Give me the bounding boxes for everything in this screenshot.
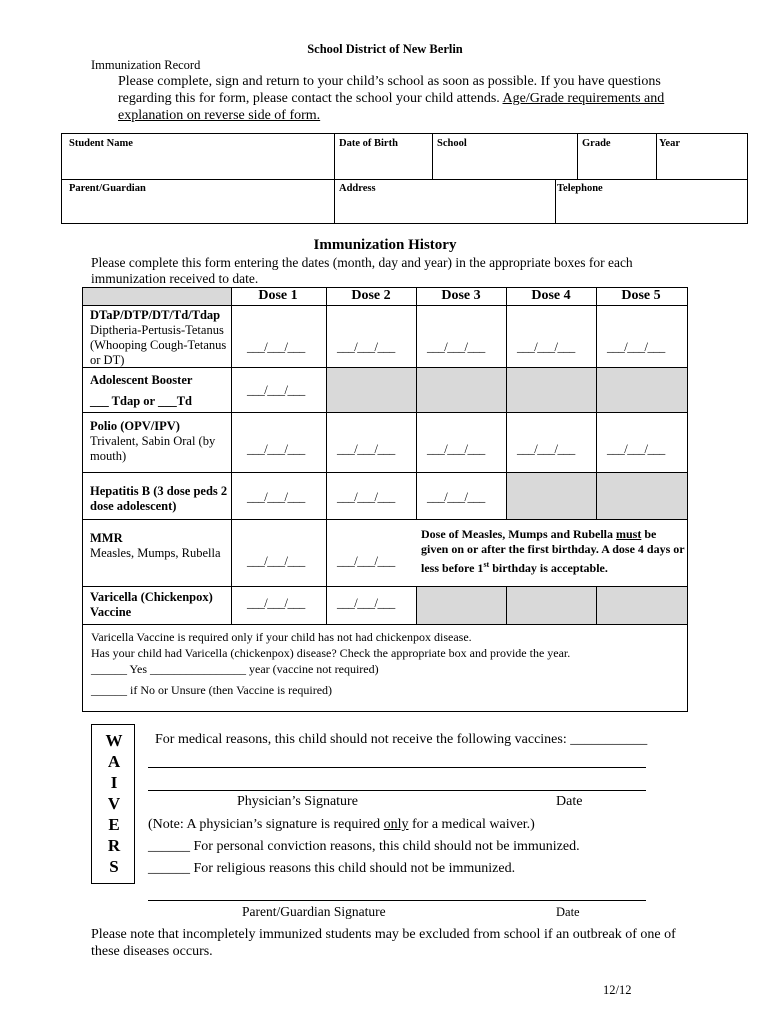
varicella-title: Varicella (Chickenpox) Vaccine [90,590,213,619]
booster-dose-1-date[interactable]: ___/___/___ [247,383,305,397]
polio-title: Polio (OPV/IPV) [90,419,180,433]
medical-vaccines-line[interactable] [148,767,646,768]
varicella-dose-2-date[interactable]: ___/___/___ [337,596,395,610]
mmr-desc: Measles, Mumps, Rubella [90,546,221,560]
mmr-note-sup: st [483,560,490,569]
dtap-desc: Diptheria-Pertusis-Tetanus (Whooping Cough-Tetanus or DT) [90,323,227,367]
polio-dose-4-date[interactable]: ___/___/___ [517,442,575,456]
varicella-no-option[interactable]: ______ if No or Unsure (then Vaccine is required) [91,683,333,697]
exclusion-note: Please note that incompletely immunized students may be excluded from school if an outbreak of one of these diseases occurs. [91,927,676,959]
form-instructions [118,73,678,124]
note-part-2: for a medical waiver.) [408,817,535,832]
physician-date-label: Date [556,794,583,809]
personal-conviction-option[interactable]: ______ For personal conviction reasons, this child should not be immunized. [148,839,580,854]
address-field[interactable]: Address [339,183,376,194]
col-divider [231,288,232,624]
history-instructions: Please complete this form entering the dates (month, day and year) in the appropriate boxes for each immunization received to date. [91,255,633,286]
note-only: only [383,817,409,832]
divider [62,179,747,180]
dob-field[interactable]: Date of Birth [339,138,398,149]
history-title: Immunization History [313,237,457,253]
record-title: Immunization Record [91,58,201,72]
mmr-note-must: must [616,527,642,541]
hepb-dose-3-date[interactable]: ___/___/___ [427,490,485,504]
mmr-title: MMR [90,531,123,545]
dose-1-header: Dose 1 [258,288,298,303]
year-field[interactable]: Year [659,138,680,149]
hepb-dose-1-date[interactable]: ___/___/___ [247,490,305,504]
polio-desc: Trivalent, Sabin Oral (by mouth) [90,434,216,463]
dtap-dose-1-date[interactable]: ___/___/___ [247,340,305,354]
physician-signature-label: Physician’s Signature [237,794,358,809]
dose-2-header: Dose 2 [351,288,391,303]
dose-3-header: Dose 3 [441,288,481,303]
medical-reasons-field[interactable]: For medical reasons, this child should not receive the following vaccines: ___________ [155,732,648,747]
polio-label [90,419,230,464]
waiver-letter: R [107,836,121,855]
mmr-note-part-2: be given on or after the first birthday. A dose 4 days or less before 1 [421,527,685,575]
telephone-field[interactable]: Telephone [557,183,603,194]
col-divider [416,288,417,519]
varicella-note-1: Varicella Vaccine is required only if your child has not had chickenpox disease. [91,630,472,644]
note-part-1: (Note: A physician’s signature is required [148,817,384,832]
dtap-label [90,308,230,368]
student-info-box [61,133,748,224]
booster-title: Adolescent Booster [90,373,193,387]
row-divider [83,624,687,625]
dtap-dose-2-date[interactable]: ___/___/___ [337,340,395,354]
requirements-link[interactable]: Age/Grade requirements and explanation on reverse side of form. [118,91,665,123]
district-title: School District of New Berlin [307,42,463,56]
hepb-dose-2-date[interactable]: ___/___/___ [337,490,395,504]
mmr-dose-2-date[interactable]: ___/___/___ [337,554,395,568]
dtap-dose-3-date[interactable]: ___/___/___ [427,340,485,354]
form-version: 12/12 [603,983,632,997]
student-name-field[interactable]: Student Name [69,138,133,149]
divider [577,134,578,179]
divider [432,134,433,179]
col-divider [506,586,507,624]
divider [334,134,335,223]
waiver-letter: I [110,773,118,792]
col-divider [506,288,507,519]
mmr-note [421,527,685,576]
col-divider [326,288,327,624]
waiver-letter: W [105,731,123,750]
waiver-letter: S [109,857,119,876]
col-divider [416,586,417,624]
hepb-title: Hepatitis B (3 dose peds 2 dose adolescent) [90,484,228,513]
school-field[interactable]: School [437,138,467,149]
header-shade [83,288,231,305]
mmr-dose-1-date[interactable]: ___/___/___ [247,554,305,568]
parent-signature-line[interactable] [148,900,646,901]
mmr-note-part-3: birthday is acceptable. [489,561,608,575]
physician-signature-line[interactable] [148,790,646,791]
waiver-letter: A [107,752,121,771]
mmr-note-part-1: Dose of Measles, Mumps and Rubella [421,527,617,541]
mmr-label [90,531,230,561]
dtap-title: DTaP/DTP/DT/Td/Tdap [90,308,221,322]
booster-options[interactable]: ___ Tdap or ___Td [90,394,193,408]
col-divider [596,586,597,624]
waivers-label-box [91,724,135,884]
parent-date-label: Date [556,905,580,919]
immunization-table [82,287,688,712]
polio-dose-2-date[interactable]: ___/___/___ [337,442,395,456]
divider [656,134,657,179]
row-divider [83,519,687,520]
varicella-dose-1-date[interactable]: ___/___/___ [247,596,305,610]
polio-dose-1-date[interactable]: ___/___/___ [247,442,305,456]
waiver-letter: E [108,815,120,834]
dtap-dose-4-date[interactable]: ___/___/___ [517,340,575,354]
waiver-letter: V [107,794,121,813]
varicella-note-2: Has your child had Varicella (chickenpox) disease? Check the appropriate box and provide the year. [91,646,571,660]
grade-field[interactable]: Grade [582,138,611,149]
parent-signature-label: Parent/Guardian Signature [242,904,386,919]
parent-field[interactable]: Parent/Guardian [69,183,146,194]
divider [555,179,556,223]
dose-4-header: Dose 4 [531,288,571,303]
polio-dose-5-date[interactable]: ___/___/___ [607,442,665,456]
varicella-shade [416,586,687,624]
dose-5-header: Dose 5 [621,288,661,303]
physician-note [148,816,535,833]
col-divider [596,288,597,519]
instructions-text: Please complete, sign and return to your child’s school as soon as possible. If you have questions regarding this for form, please contact the school your child attends. [118,74,661,106]
dtap-dose-5-date[interactable]: ___/___/___ [607,340,665,354]
varicella-yes-option[interactable]: ______ Yes ________________ year (vaccine not required) [91,662,379,676]
religious-reasons-option[interactable]: ______ For religious reasons this child should not be immunized. [148,861,516,876]
polio-dose-3-date[interactable]: ___/___/___ [427,442,485,456]
